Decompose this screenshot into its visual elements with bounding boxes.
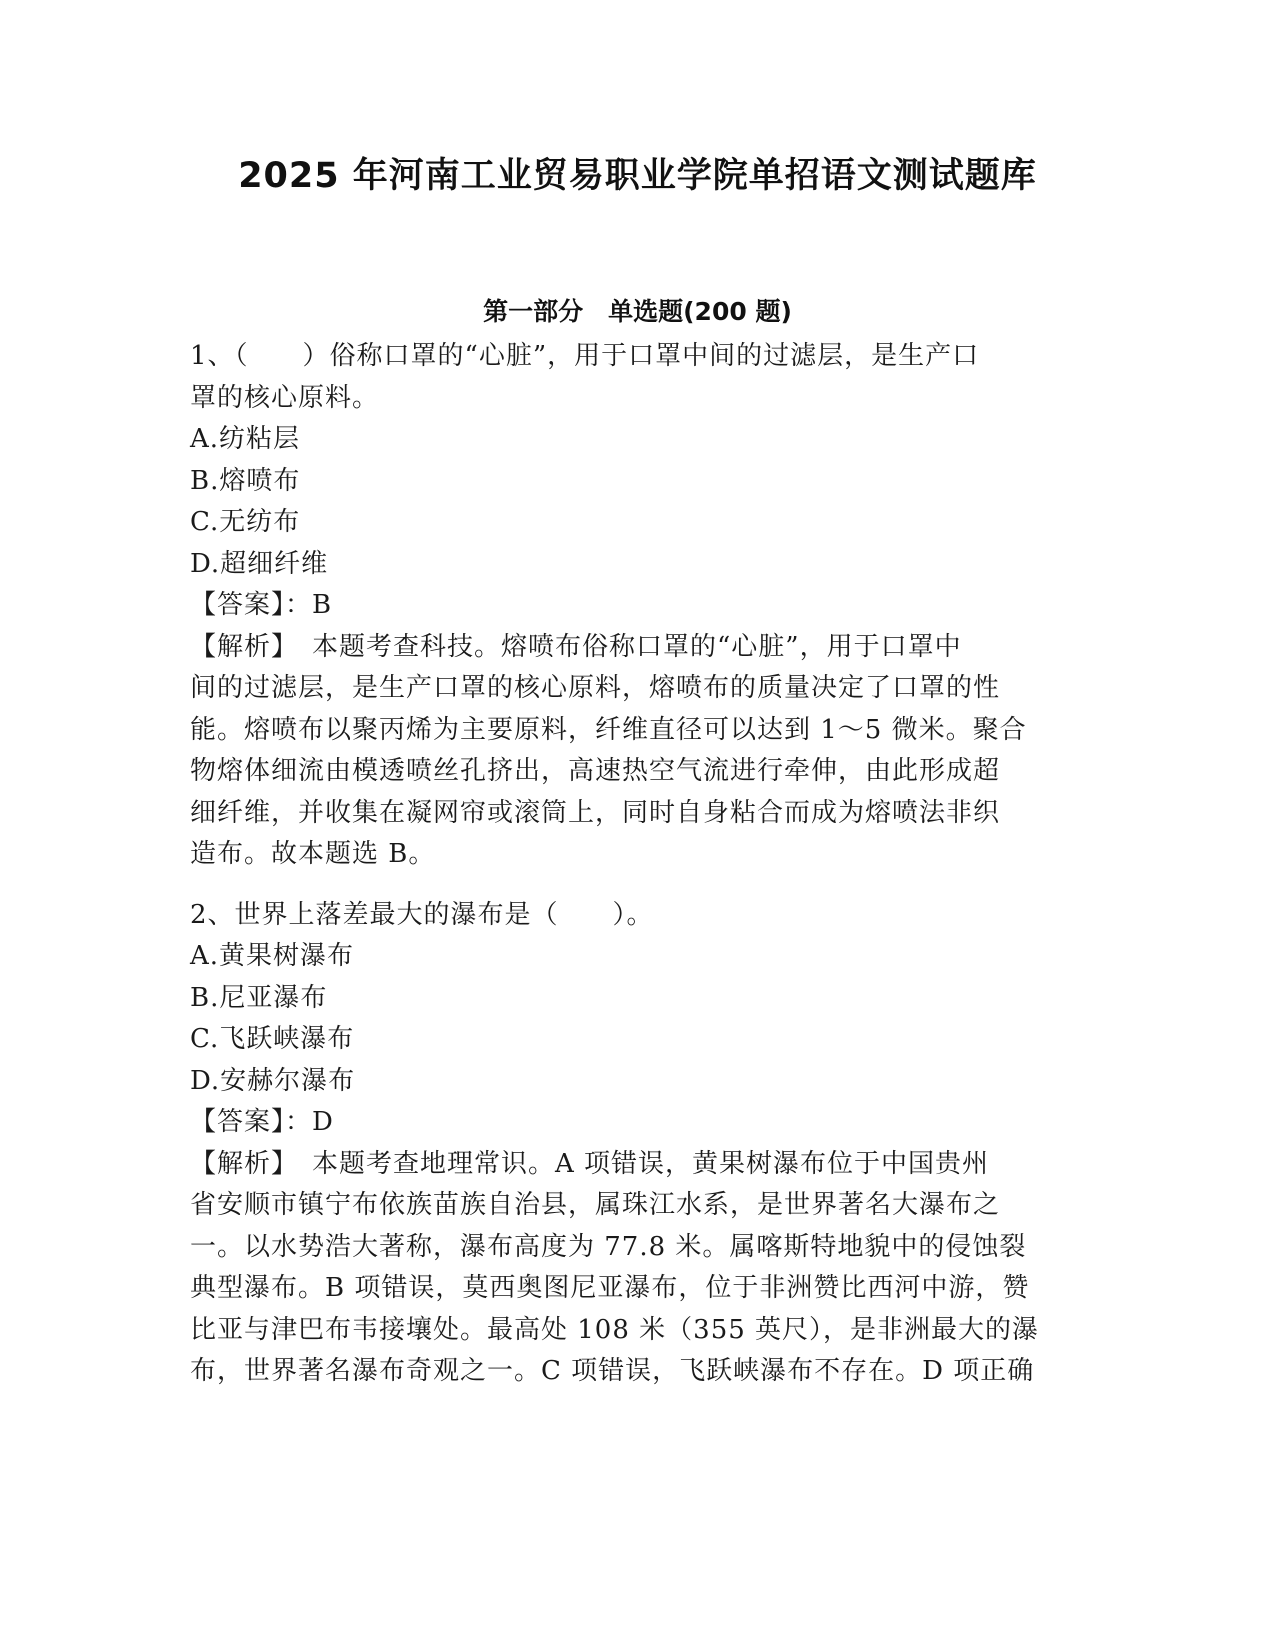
question-2-answer: 【答案】：D xyxy=(190,1107,334,1137)
question-2-analysis-line-2: 省安顺市镇宁布依族苗族自治县，属珠江水系，是世界著名大瀑布之 xyxy=(190,1190,1001,1220)
question-1-answer: 【答案】：B xyxy=(190,590,333,620)
question-1-analysis-line-5: 细纤维，并收集在凝网帘或滚筒上，同时自身粘合而成为熔喷法非织 xyxy=(190,798,1001,828)
question-1-option-a: A.纺粘层 xyxy=(190,424,301,454)
question-1-option-c: C.无纺布 xyxy=(190,507,301,537)
question-1-analysis-line-4: 物熔体细流由模透喷丝孔挤出，高速热空气流进行牵伸，由此形成超 xyxy=(190,756,1001,786)
section-heading: 第一部分 单选题(200 题) xyxy=(483,297,792,326)
question-2-analysis-line-6: 布，世界著名瀑布奇观之一。C 项错误，飞跃峡瀑布不存在。D 项正确 xyxy=(190,1356,1035,1386)
question-1-analysis-line-6: 造布。故本题选 B。 xyxy=(190,839,436,869)
question-2-option-d: D.安赫尔瀑布 xyxy=(190,1066,356,1096)
question-2-stem: 2、世界上落差最大的瀑布是（ ）。 xyxy=(190,900,654,930)
question-1-analysis-line-1: 【解析】 本题考查科技。熔喷布俗称口罩的“心脏”，用于口罩中 xyxy=(190,632,962,662)
question-2-analysis-line-4: 典型瀑布。B 项错误，莫西奥图尼亚瀑布，位于非洲赞比西河中游，赞 xyxy=(190,1273,1030,1303)
question-2-analysis-line-3: 一。以水势浩大著称，瀑布高度为 77.8 米。属喀斯特地貌中的侵蚀裂 xyxy=(190,1232,1027,1262)
question-1-stem-line-1: 1、（ ）俗称口罩的“心脏”，用于口罩中间的过滤层，是生产口 xyxy=(190,341,980,371)
question-2-option-c: C.飞跃峡瀑布 xyxy=(190,1024,355,1054)
question-2-analysis-line-5: 比亚与津巴布韦接壤处。最高处 108 米（355 英尺），是非洲最大的瀑 xyxy=(190,1315,1040,1345)
question-2-analysis-line-1: 【解析】 本题考查地理常识。A 项错误，黄果树瀑布位于中国贵州 xyxy=(190,1149,990,1179)
question-1-analysis-line-3: 能。熔喷布以聚丙烯为主要原料，纤维直径可以达到 1～5 微米。聚合 xyxy=(190,715,1027,745)
question-1-option-b: B.熔喷布 xyxy=(190,466,301,496)
question-1-option-d: D.超细纤维 xyxy=(190,549,329,579)
question-2-option-b: B.尼亚瀑布 xyxy=(190,983,328,1013)
question-2-option-a: A.黄果树瀑布 xyxy=(190,941,355,971)
question-1-analysis-line-2: 间的过滤层，是生产口罩的核心原料，熔喷布的质量决定了口罩的性 xyxy=(190,673,1001,703)
question-1-stem-line-2: 罩的核心原料。 xyxy=(190,383,380,413)
document-title: 2025 年河南工业贸易职业学院单招语文测试题库 xyxy=(238,156,1037,196)
